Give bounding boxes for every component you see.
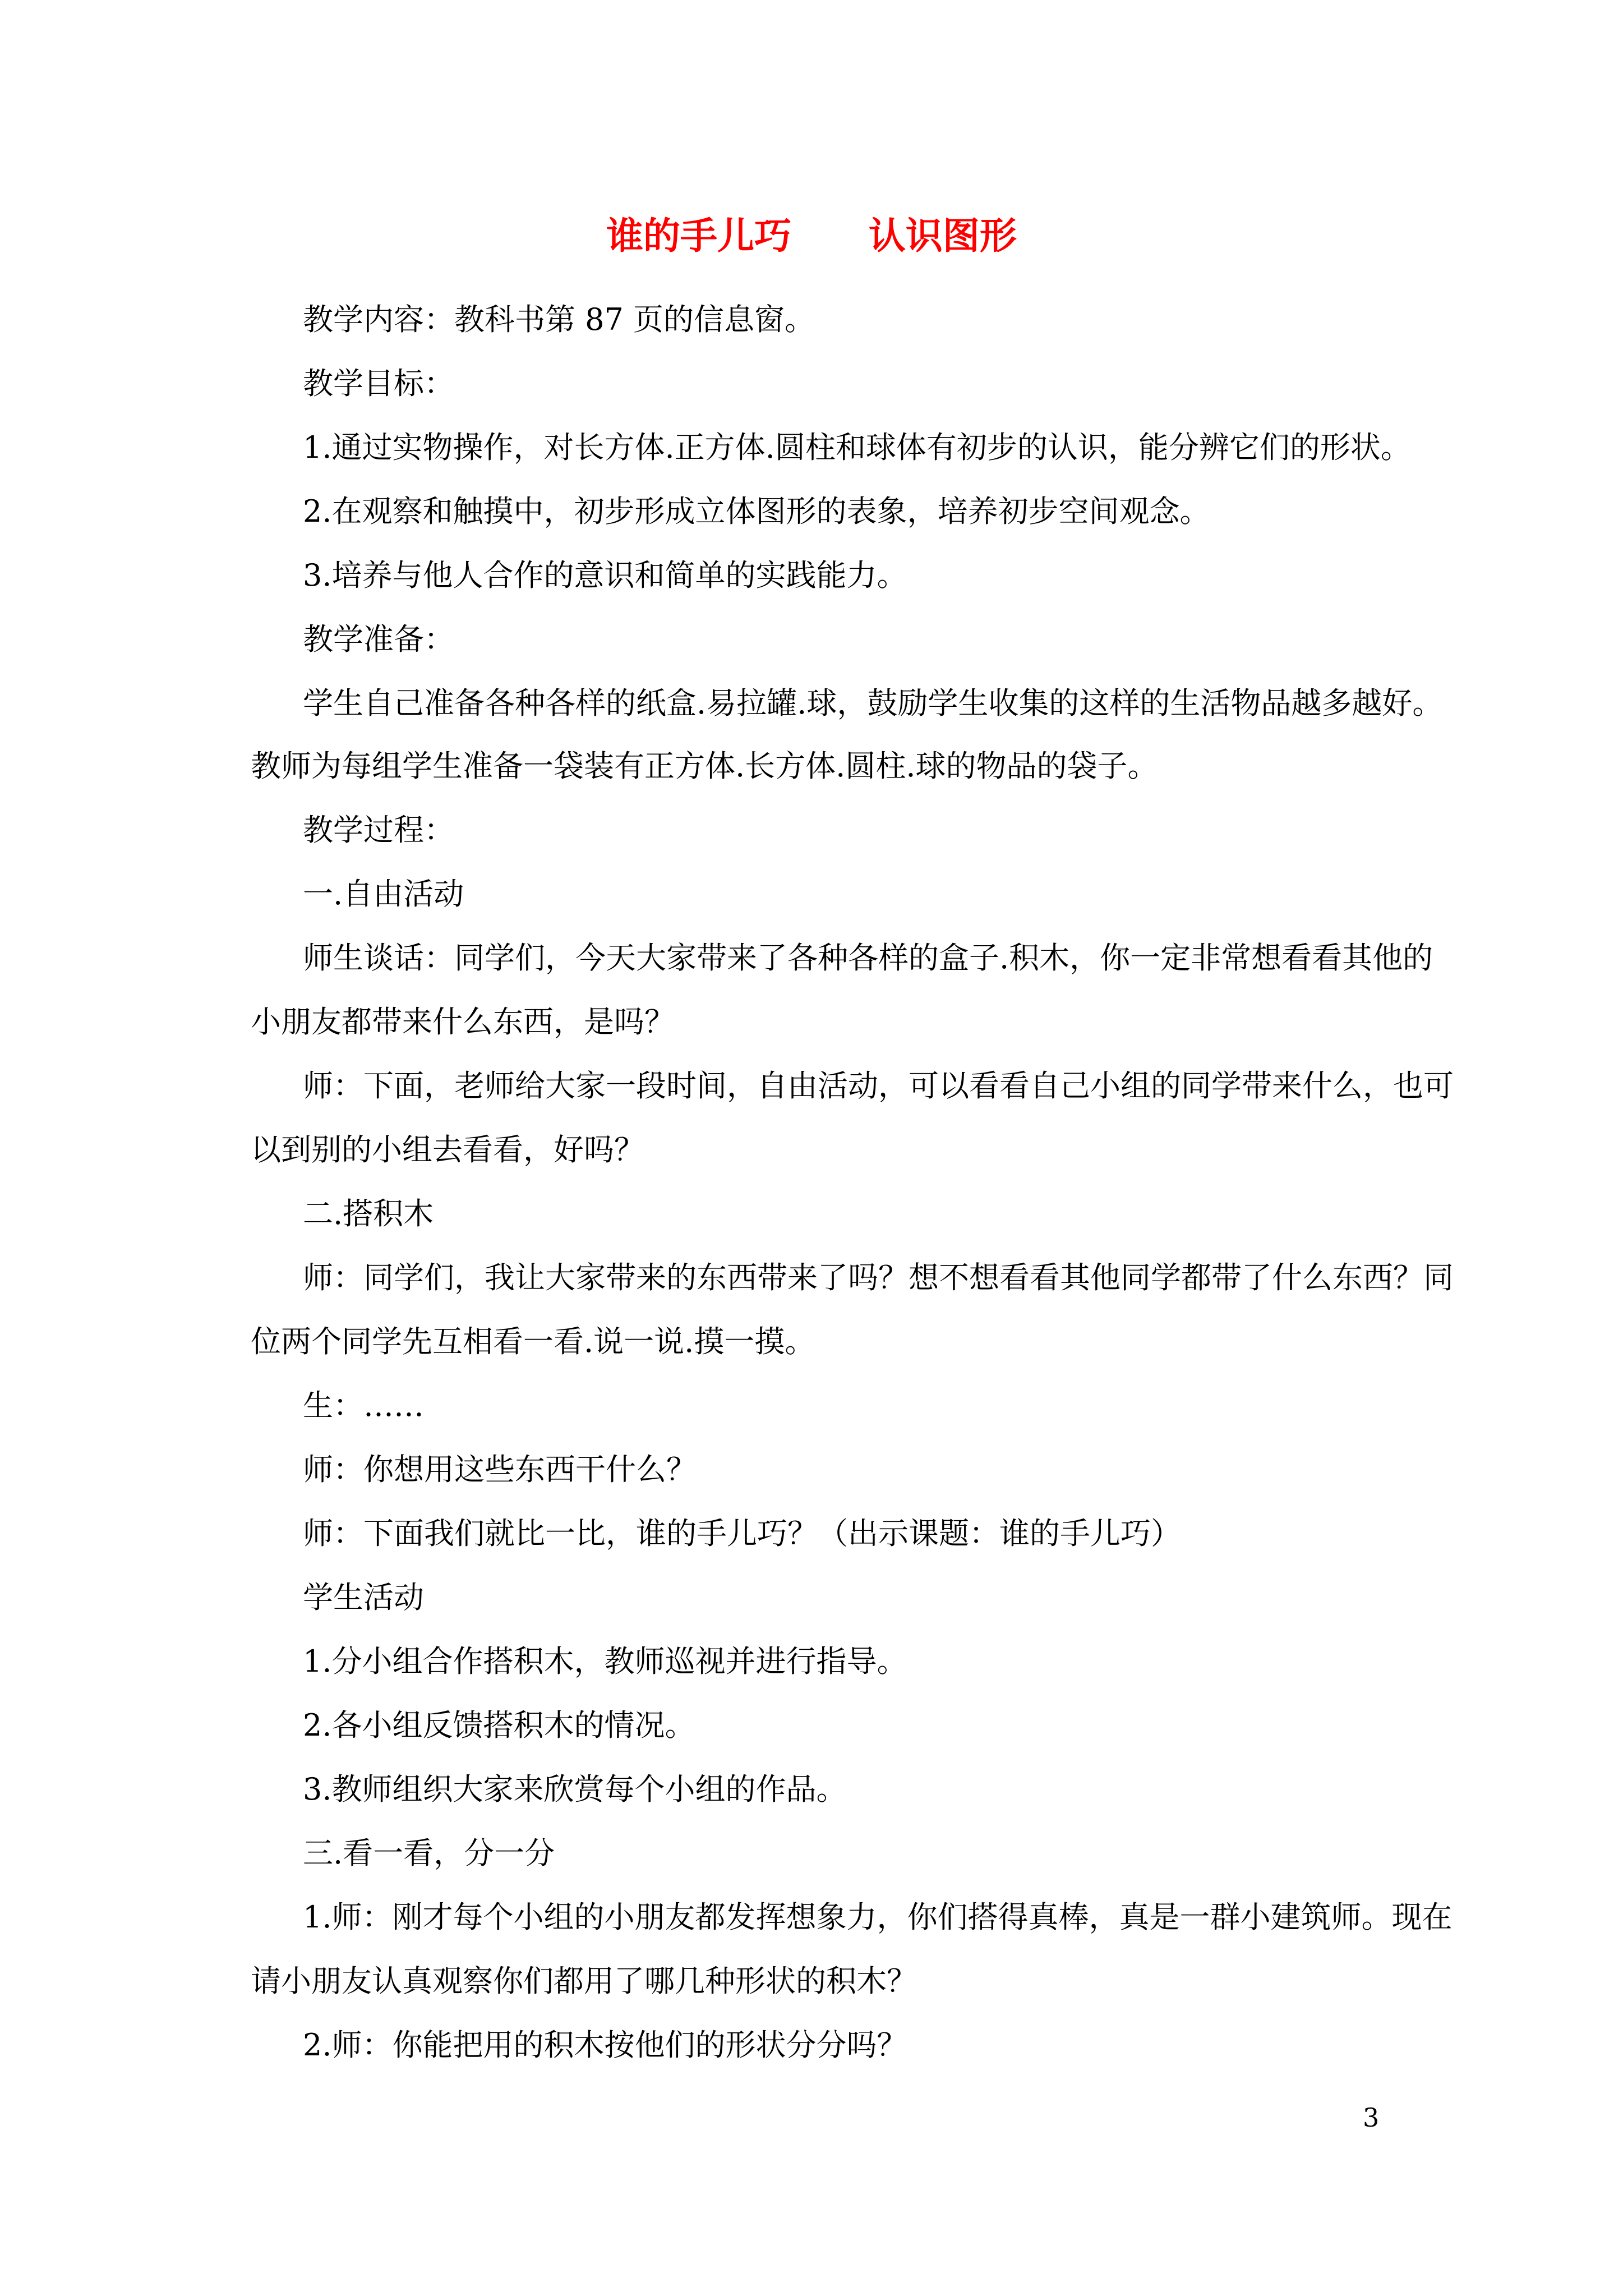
line-activity-2: 2.各小组反馈搭积木的情况。 [303,1708,695,1743]
line-section-2-heading: 二.搭积木 [303,1196,434,1231]
line-preparation-students: 学生自己准备各种各样的纸盒.易拉罐.球，鼓励学生收集的这样的生活物品越多越好。 [303,685,1443,721]
line-section-1-heading: 一.自由活动 [303,876,464,912]
line-dialogue-2b: 以到别的小组去看看，好吗？ [251,1132,644,1167]
line-dialogue-2a: 师：下面，老师给大家一段时间，自由活动，可以看看自己小组的同学带来什么，也可 [303,1068,1454,1103]
line-observe-1a: 1.师：刚才每个小组的小朋友都发挥想象力，你们搭得真棒，真是一群小建筑师。现在 [303,1899,1453,1935]
line-activity-1: 1.分小组合作搭积木，教师巡视并进行指导。 [303,1644,907,1679]
line-dialogue-1b: 小朋友都带来什么东西，是吗？ [251,1004,675,1039]
line-dialogue-3b: 位两个同学先互相看一看.说一说.摸一摸。 [251,1324,815,1359]
line-student-response: 生：…… [303,1388,424,1423]
line-process-heading: 教学过程： [303,812,454,848]
line-dialogue-1a: 师生谈话：同学们，今天大家带来了各种各样的盒子.积木，你一定非常想看看其他的 [303,940,1433,976]
line-goal-1: 1.通过实物操作，对长方体.正方体.圆柱和球体有初步的认识，能分辨它们的形状。 [303,430,1411,465]
line-dialogue-4: 师：你想用这些东西干什么？ [303,1452,697,1487]
line-dialogue-5: 师：下面我们就比一比，谁的手儿巧？（出示课题：谁的手儿巧） [303,1516,1181,1551]
page-number: 3 [1363,2102,1380,2133]
line-observe-2: 2.师：你能把用的积木按他们的形状分分吗？ [303,2027,907,2063]
line-activity-3: 3.教师组织大家来欣赏每个小组的作品。 [303,1772,847,1807]
document-title: 谁的手儿巧 认识图形 [606,214,1017,257]
line-preparation-teacher: 教师为每组学生准备一袋装有正方体.长方体.圆柱.球的物品的袋子。 [251,748,1158,784]
line-teaching-content: 教学内容：教科书第 87 页的信息窗。 [303,302,815,337]
line-goal-2: 2.在观察和触摸中，初步形成立体图形的表象，培养初步空间观念。 [303,494,1210,529]
line-student-activity-heading: 学生活动 [303,1580,424,1615]
line-observe-1b: 请小朋友认真观察你们都用了哪几种形状的积木？ [251,1963,917,1999]
line-section-3-heading: 三.看一看，分一分 [303,1835,555,1871]
line-teaching-goals-heading: 教学目标： [303,366,454,401]
line-preparation-heading: 教学准备： [303,622,454,657]
line-goal-3: 3.培养与他人合作的意识和简单的实践能力。 [303,558,907,593]
line-dialogue-3a: 师：同学们，我让大家带来的东西带来了吗？想不想看看其他同学都带了什么东西？同 [303,1260,1454,1295]
